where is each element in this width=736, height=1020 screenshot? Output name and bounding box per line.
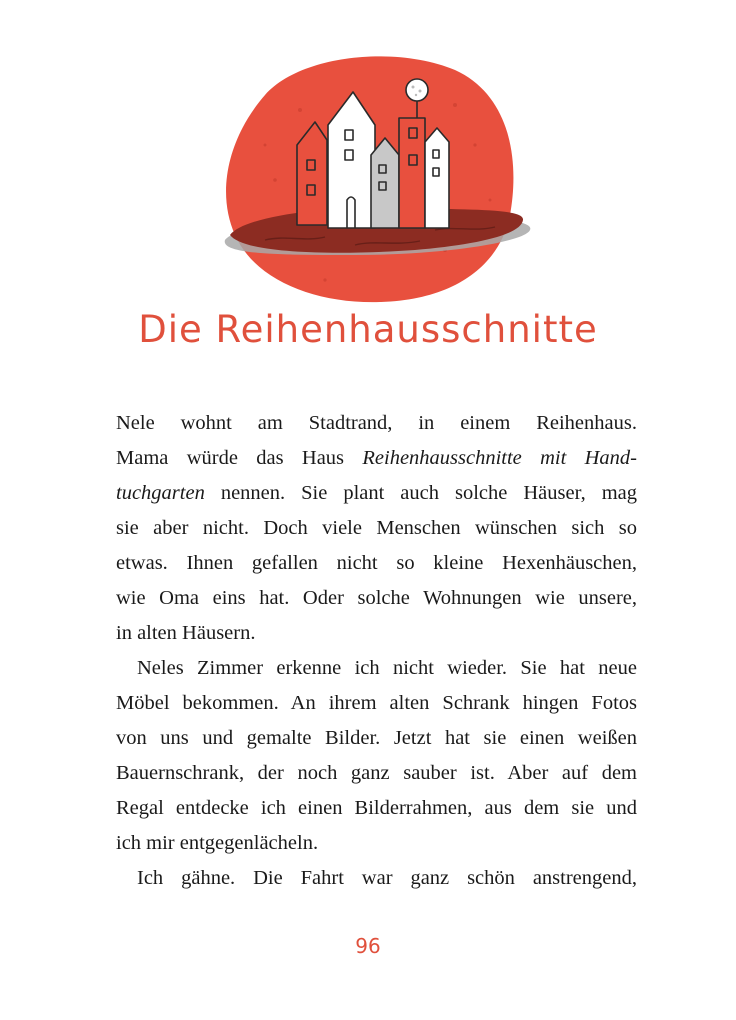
text-line: ich mir entgegenlächeln. (116, 832, 319, 854)
chapter-title: Die Reihenhausschnitte (138, 308, 598, 351)
text-line: Möbel bekommen. An ihrem alten Schrank hingen Fotos (116, 692, 637, 714)
text-line: sie aber nicht. Doch viele Menschen wünschen sich so (116, 517, 637, 539)
body-text (116, 406, 637, 896)
text-line: wie Oma eins hat. Oder solche Wohnungen wie unsere, (116, 587, 637, 609)
text-line: von uns und gemalte Bilder. Jetzt hat sie einen weißen (116, 727, 637, 749)
emphasis: Reihenhausschnitte mit Hand- (362, 447, 638, 469)
text-line: tuchgarten nennen. Sie plant auch solche Häuser, mag (116, 482, 638, 504)
text-line: Nele wohnt am Stadtrand, in einem Reihenhaus. (116, 412, 637, 434)
tree-icon (406, 79, 428, 101)
house-white-small (425, 128, 449, 228)
text-line: Bauernschrank, der noch ganz sauber ist. Aber auf dem (116, 762, 637, 784)
text-line: Neles Zimmer erkenne ich nicht wieder. Sie hat neue (137, 657, 637, 679)
emphasis: tuchgarten (116, 482, 205, 504)
text-line: Regal entdecke ich einen Bilderrahmen, aus dem sie und (116, 797, 637, 819)
text-line: Ich gähne. Die Fahrt war ganz schön anstrengend, (137, 867, 637, 889)
text-line: Mama würde das Haus Reihenhausschnitte mit Hand- (116, 447, 638, 469)
house-gray (371, 138, 399, 228)
row-houses-illustration (205, 50, 545, 310)
text-line: etwas. Ihnen gefallen nicht so kleine Hexenhäuschen, (116, 552, 637, 574)
text-line: in alten Häusern. (116, 622, 256, 644)
page-number: 96 (355, 934, 381, 958)
house-red-right (399, 118, 425, 228)
